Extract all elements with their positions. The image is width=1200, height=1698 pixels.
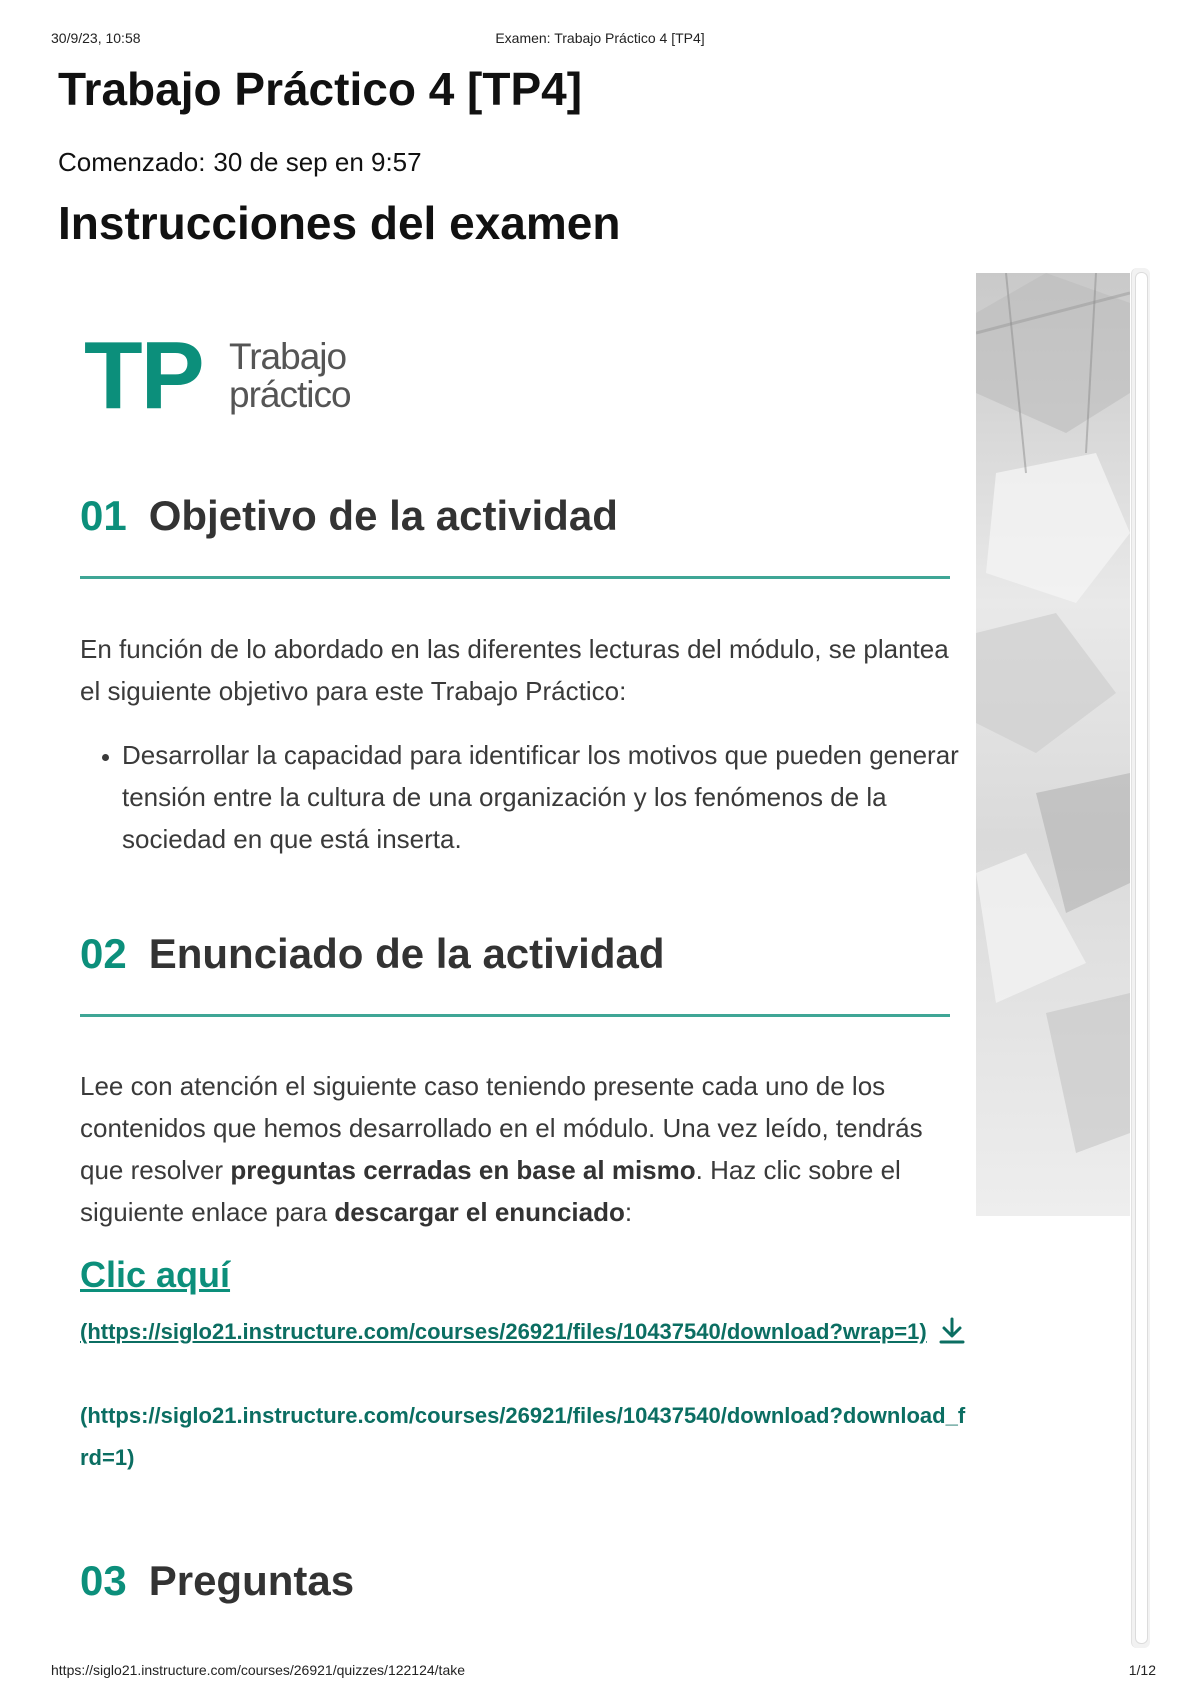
download-url-wrap[interactable] (80, 1311, 970, 1353)
section-title: Enunciado de la actividad (148, 930, 665, 977)
section-divider (80, 576, 950, 579)
print-date: 30/9/23, 10:58 (51, 30, 141, 46)
decorative-architecture-image (976, 273, 1130, 1216)
statement-bold: descargar el enunciado (334, 1197, 625, 1227)
started-value: 30 de sep en 9:57 (213, 147, 422, 177)
print-doc-title: Examen: Trabajo Práctico 4 [TP4] (495, 30, 705, 46)
section-divider (80, 1014, 950, 1017)
started-info (58, 147, 422, 178)
statement-bold: preguntas cerradas en base al mismo (230, 1155, 696, 1185)
tp-logo-line2: práctico (229, 374, 351, 415)
statement-paragraph (80, 1065, 960, 1233)
section-number: 01 (80, 492, 127, 539)
section-heading (80, 1557, 950, 1605)
list-item: • Desarrollar la capacidad para identificar los motivos que pueden generar tensión entre la cultura de una organización y los fenómenos de la sociedad en que está inserta. (122, 734, 972, 860)
print-footer-url: https://siglo21.instructure.com/courses/26921/quizzes/122124/take (51, 1662, 466, 1678)
download-url-text[interactable]: (https://siglo21.instructure.com/courses/26921/files/10437540/download?wrap=1) (80, 1319, 927, 1344)
download-icon[interactable] (937, 1317, 967, 1345)
section-03 (80, 1557, 950, 1605)
started-label: Comenzado: (58, 147, 206, 177)
instructions-title: Instrucciones del examen (58, 197, 621, 249)
tp-logo-letters: TP (84, 322, 203, 429)
scrollbar-thumb[interactable] (1135, 272, 1148, 1644)
section-number: 02 (80, 930, 127, 977)
download-frd-url[interactable]: (https://siglo21.instructure.com/courses/26921/files/10437540/download?download_frd=1) (80, 1403, 966, 1470)
section-title: Preguntas (148, 1557, 355, 1604)
section-heading (80, 930, 950, 978)
download-link[interactable]: Clic aquí (80, 1254, 231, 1295)
tp-logo-line1: Trabajo (229, 336, 347, 377)
section-heading (80, 492, 950, 540)
section-02 (80, 930, 950, 1017)
objective-paragraph: En función de lo abordado en las diferentes lecturas del módulo, se plantea el siguiente objetivo para este Trabajo Práctico: (80, 634, 949, 706)
objective-list (80, 734, 972, 860)
section-title: Objetivo de la actividad (148, 492, 618, 539)
section-01 (80, 492, 950, 579)
vertical-scrollbar[interactable] (1131, 268, 1150, 1648)
section-number: 03 (80, 1557, 127, 1604)
page-title: Trabajo Práctico 4 [TP4] (58, 63, 583, 115)
statement-text: . Haz clic sobre el siguiente enlace para (80, 1155, 901, 1227)
print-page-number: 1/12 (1128, 1662, 1156, 1678)
statement-text: : (624, 1197, 633, 1227)
statement-text: Lee con atención el siguiente caso teniendo presente cada uno de los contenidos que hemos desarrollado en el módulo. Una vez leído, tendrás que resolver (80, 1071, 923, 1185)
